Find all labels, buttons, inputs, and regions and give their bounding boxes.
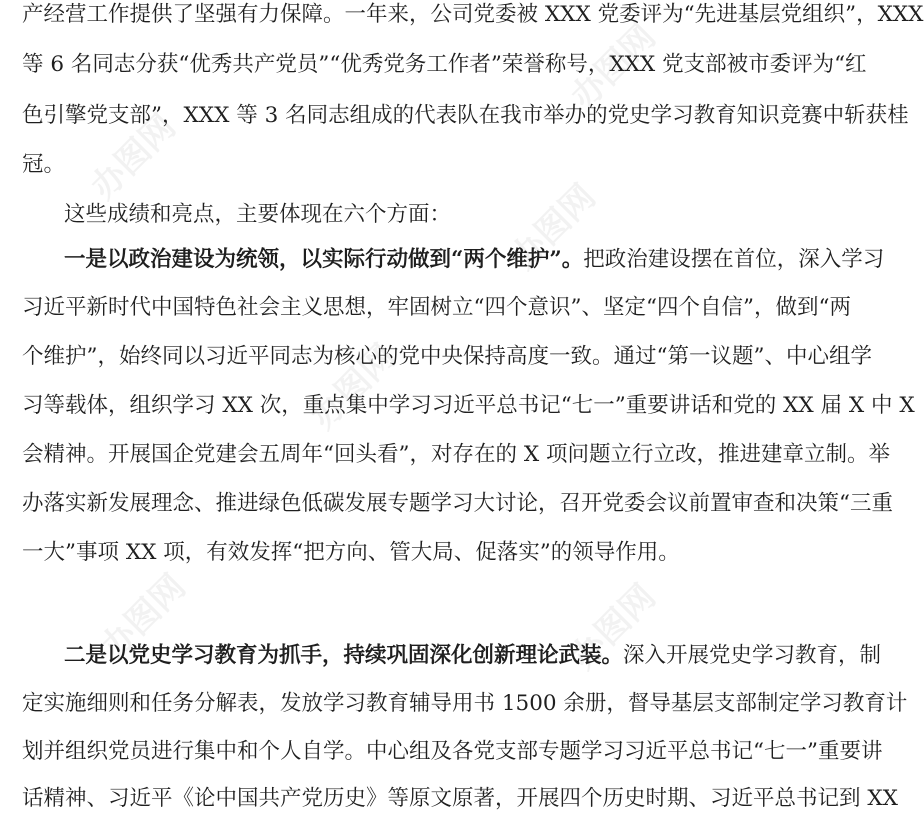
line-text: 深入开展党史学习教育，制	[623, 643, 882, 668]
bold-lead: 二是以党史学习教育为抓手，持续巩固深化创新理论武装。	[64, 643, 624, 668]
line-text: 产经营工作提供了坚强有力保障。一年来，公司党委被 XXX 党委评为“先进基层党组织”，XXX	[22, 2, 924, 27]
text-line	[22, 150, 782, 180]
text-line	[22, 440, 890, 470]
text-line	[22, 689, 908, 719]
line-text: 习等载体，组织学习 XX 次，重点集中学习习近平总书记“七一”重要讲话和党的 XX 届 X 中 X	[22, 393, 915, 418]
text-line	[22, 50, 867, 80]
line-text: 办落实新发展理念、推进绿色低碳发展专题学习大讨论，召开党委会议前置审查和决策“三重	[22, 491, 893, 516]
watermark-logo: 办图网	[563, 576, 664, 678]
line-text: 会精神。开展国企党建会五周年“回头看”，对存在的 X 项问题立行立改，推进建章立制。举	[22, 442, 890, 467]
watermark-logo: 办图网	[303, 336, 404, 438]
text-line	[22, 784, 898, 814]
text-line	[22, 293, 851, 323]
line-text: 把政治建设摆在首位，深入学习	[583, 247, 885, 272]
text-line	[22, 0, 924, 30]
bold-lead: 一是以政治建设为统领，以实际行动做到“两个维护”。	[64, 247, 584, 272]
text-line	[64, 200, 784, 230]
text-line	[22, 342, 872, 372]
text-line	[22, 391, 915, 421]
text-line	[22, 737, 883, 767]
line-text: 冠。	[22, 152, 66, 177]
text-line	[64, 641, 882, 671]
watermark-logo: 办图网	[563, 16, 664, 118]
line-text: 色引擎党支部”，XXX 等 3 名同志组成的代表队在我市举办的党史学习教育知识竞赛中斩获桂	[22, 103, 909, 128]
line-text: 个维护”，始终同以习近平同志为核心的党中央保持高度一致。通过“第一议题”、中心组学	[22, 344, 872, 369]
watermark-logo: 办图网	[503, 176, 604, 278]
text-line	[64, 245, 885, 275]
text-line	[22, 538, 782, 568]
line-text: 一大”事项 XX 项，有效发挥“把方向、管大局、促落实”的领导作用。	[22, 540, 680, 565]
watermark-logo: 办图网	[93, 566, 194, 668]
line-text: 习近平新时代中国特色社会主义思想，牢固树立“四个意识”、坚定“四个自信”，做到“两	[22, 295, 851, 320]
line-text: 定实施细则和任务分解表，发放学习教育辅导用书 1500 余册，督导基层支部制定学习教育计	[22, 691, 908, 716]
line-text: 这些成绩和亮点，主要体现在六个方面：	[64, 202, 452, 227]
text-line	[22, 489, 893, 519]
text-line	[22, 101, 909, 131]
line-text: 等 6 名同志分获“优秀共产党员”“优秀党务工作者”荣誉称号，XXX 党支部被市委评为“红	[22, 52, 867, 77]
watermark-logo: 办图网	[83, 106, 184, 208]
line-text: 话精神、习近平《论中国共产党历史》等原文原著，开展四个历史时期、习近平总书记到 XX	[22, 786, 898, 811]
line-text: 划并组织党员进行集中和个人自学。中心组及各党支部专题学习习近平总书记“七一”重要讲	[22, 739, 883, 764]
